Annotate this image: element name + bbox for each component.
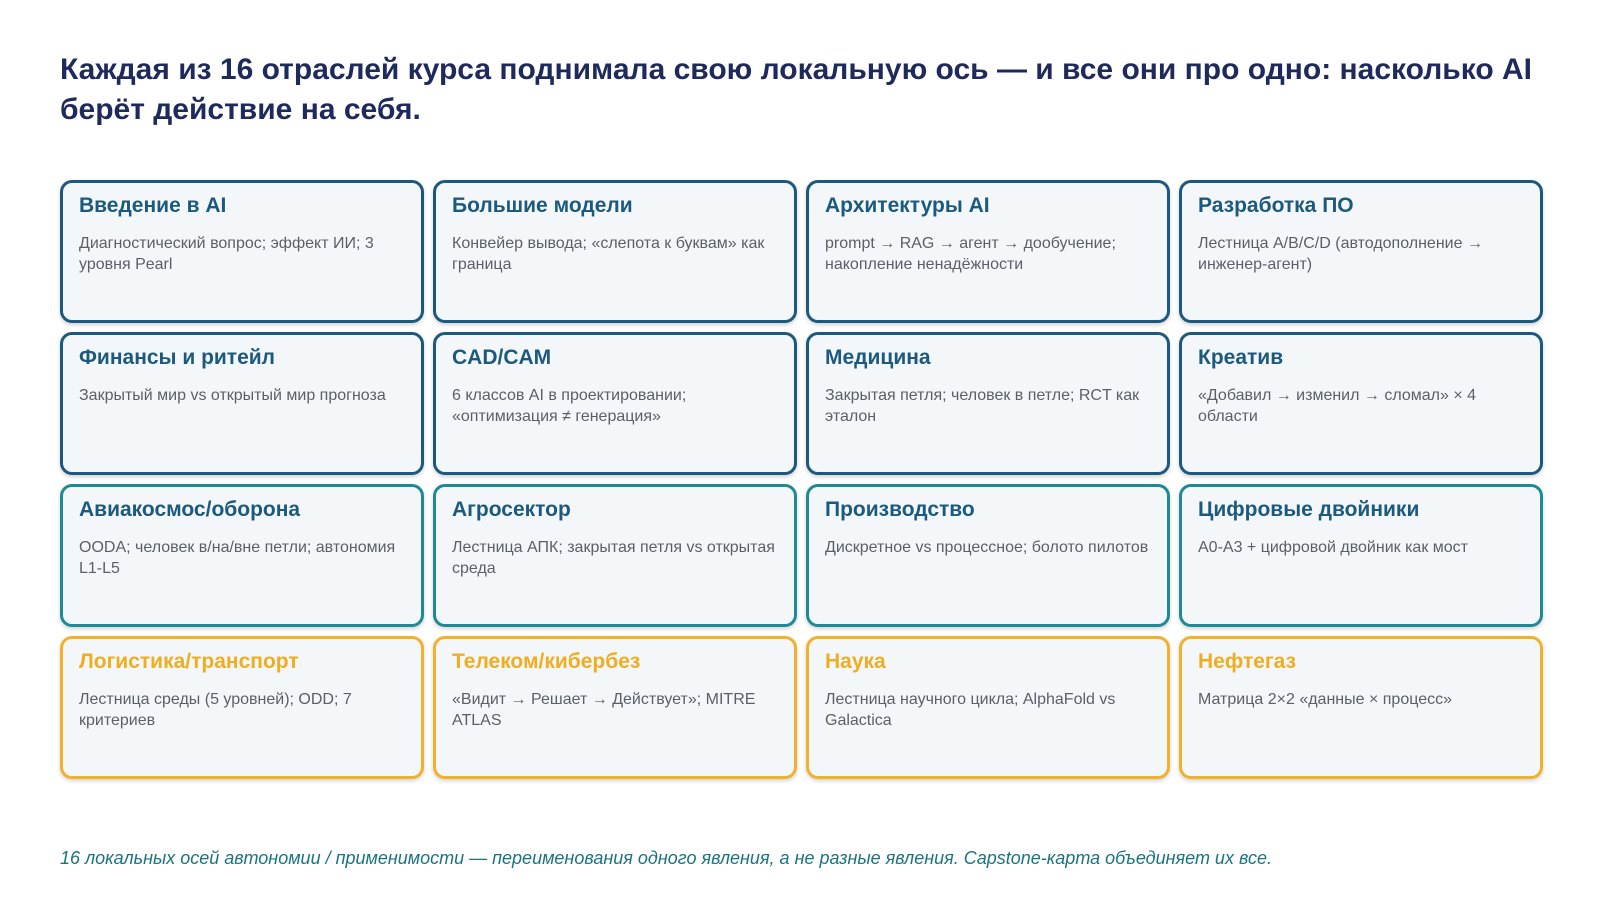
card-medicine <box>806 332 1170 475</box>
card-software-dev <box>1179 180 1543 323</box>
card-title: Производство <box>825 498 975 521</box>
card-description: «Видит → Решает → Действует»; MITRE ATLAS <box>452 691 756 729</box>
card-description: OODA; человек в/на/вне петли; автономия L1-L5 <box>79 539 396 577</box>
card-large-models <box>433 180 797 323</box>
card-title: Медицина <box>825 346 931 369</box>
card-title: Большие модели <box>452 194 633 217</box>
card-description: Закрытая петля; человек в петле; RCT как эталон <box>825 387 1140 425</box>
card-title: Агросектор <box>452 498 571 521</box>
card-telecom-cybersec <box>433 636 797 779</box>
card-finance-retail <box>60 332 424 475</box>
card-description: Закрытый мир vs открытый мир прогноза <box>79 387 386 404</box>
card-description: 6 классов AI в проектировании; «оптимизация ≠ генерация» <box>452 387 687 425</box>
card-title: Цифровые двойники <box>1198 498 1420 521</box>
card-description: Диагностический вопрос; эффект ИИ; 3 уровня Pearl <box>79 235 374 273</box>
card-logistics-transport <box>60 636 424 779</box>
card-cad-cam <box>433 332 797 475</box>
card-description: A0-A3 + цифровой двойник как мост <box>1198 539 1468 556</box>
card-oil-gas <box>1179 636 1543 779</box>
card-intro-ai <box>60 180 424 323</box>
card-title: Введение в AI <box>79 194 227 217</box>
card-digital-twins <box>1179 484 1543 627</box>
card-title: CAD/CAM <box>452 346 552 369</box>
card-title: Авиакосмос/оборона <box>79 498 301 521</box>
card-description: Лестница среды (5 уровней); ODD; 7 критериев <box>79 691 352 729</box>
card-description: Конвейер вывода; «слепота к буквам» как граница <box>452 235 765 273</box>
card-description: «Добавил → изменил → сломал» × 4 области <box>1198 387 1477 425</box>
card-title: Креатив <box>1198 346 1284 369</box>
footer-note: 16 локальных осей автономии / применимости — переименования одного явления, а не разные явления. Capstone-карта объединяет их все. <box>60 848 1272 868</box>
card-description: prompt → RAG → агент → дообучение; накопление ненадёжности <box>825 235 1116 273</box>
card-science <box>806 636 1170 779</box>
card-manufacturing <box>806 484 1170 627</box>
card-title: Разработка ПО <box>1198 194 1354 217</box>
card-title: Наука <box>825 650 886 673</box>
industry-grid <box>60 180 1550 779</box>
card-creative <box>1179 332 1543 475</box>
card-title: Логистика/транспорт <box>79 650 299 673</box>
card-title: Финансы и ритейл <box>79 346 276 369</box>
card-description: Дискретное vs процессное; болото пилотов <box>825 539 1149 556</box>
card-title: Телеком/кибербез <box>452 650 641 673</box>
card-description: Лестница A/B/C/D (автодополнение → инженер-агент) <box>1198 235 1483 273</box>
card-ai-architectures <box>806 180 1170 323</box>
card-title: Нефтегаз <box>1198 650 1297 673</box>
card-description: Матрица 2×2 «данные × процесс» <box>1198 691 1452 708</box>
page-title: Каждая из 16 отраслей курса поднимала свою локальную ось — и все они про одно: насколько AI берёт действие на себя. <box>60 53 1532 126</box>
card-agro <box>433 484 797 627</box>
card-description: Лестница научного цикла; AlphaFold vs Galactica <box>825 691 1116 729</box>
card-title: Архитектуры AI <box>825 194 990 217</box>
card-description: Лестница АПК; закрытая петля vs открытая среда <box>452 539 775 577</box>
card-aerospace-defense <box>60 484 424 627</box>
